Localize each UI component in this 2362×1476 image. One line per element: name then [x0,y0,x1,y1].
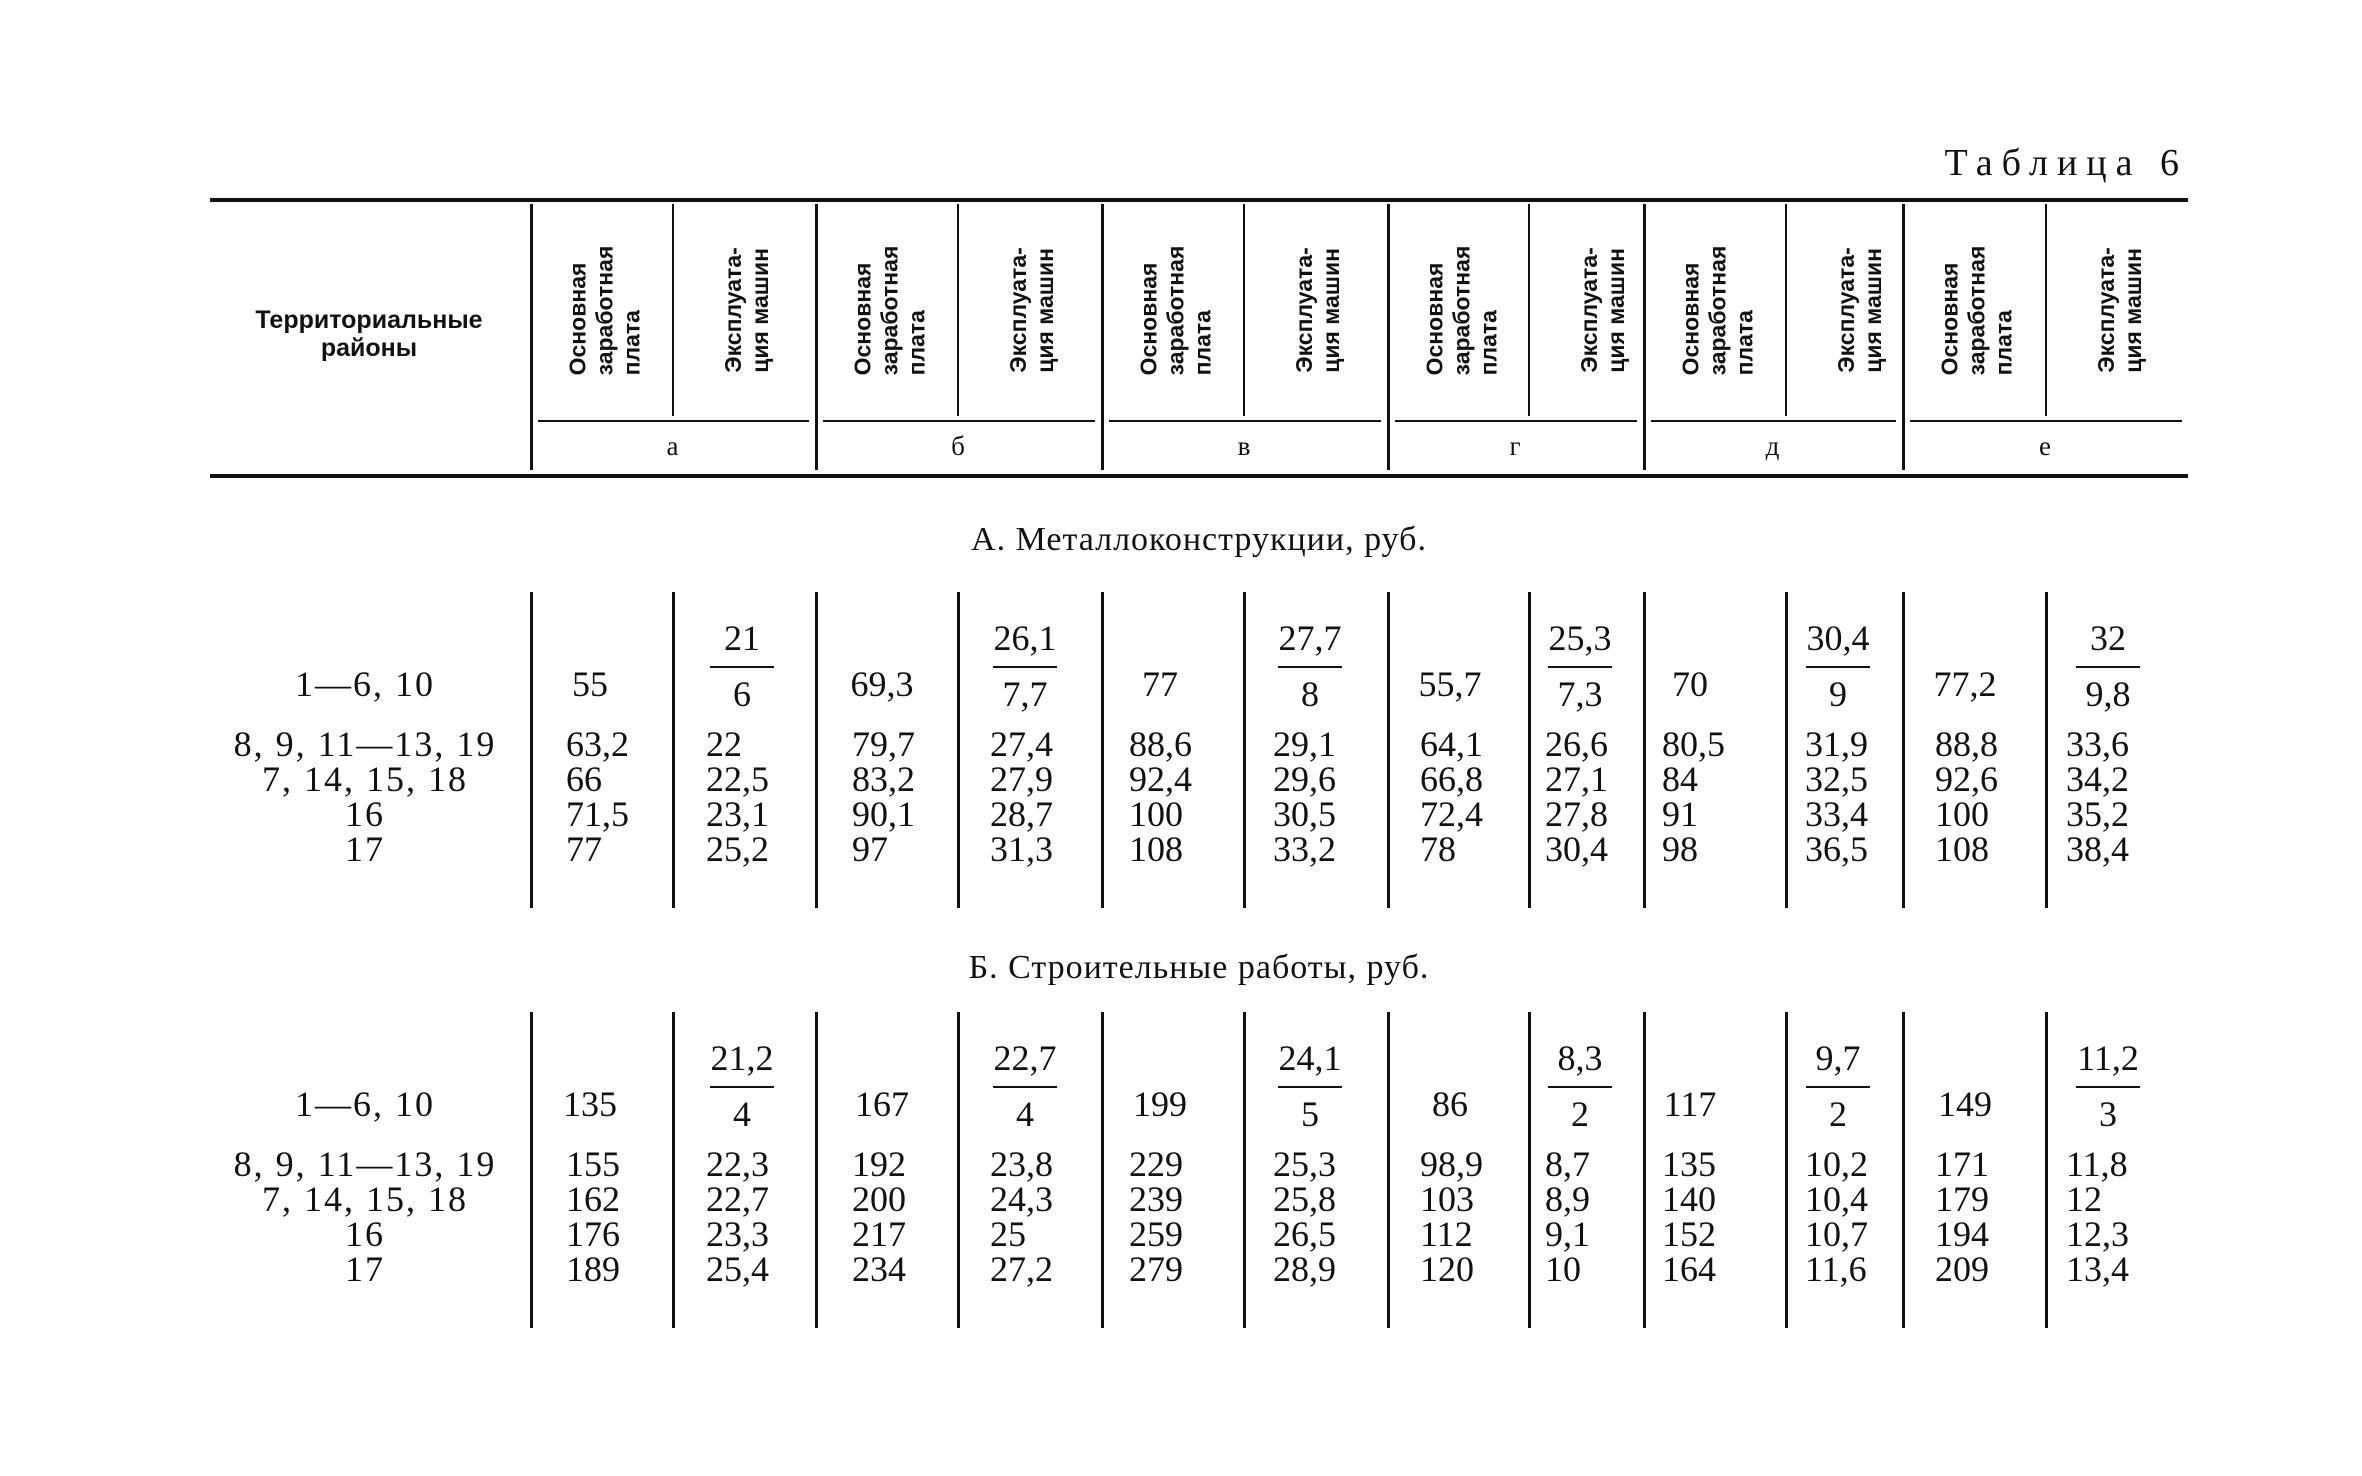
machine-operation-value: 32,5 [1805,759,1868,799]
fraction-denominator: 8 [1301,674,1319,714]
column-divider [530,1012,533,1328]
header-basic-wage-text: Основная заработная плата [849,245,930,375]
basic-wage-value: 239 [1129,1179,1183,1219]
section-a-title: А. Металлоконструкции, руб. [971,521,1427,558]
header-machine-operation [2065,206,2175,414]
machine-operation-value: 25,4 [706,1249,769,1289]
basic-wage-value: 78 [1420,829,1456,869]
fraction-bar [2076,666,2140,668]
fraction-numerator: 27,7 [1278,618,1342,658]
header-bottom-rule [210,474,2188,478]
machine-fraction [2053,620,2163,716]
basic-wage-value: 86 [1432,1084,1468,1124]
machine-operation-value: 35,2 [2066,794,2129,834]
machine-operation-value: 10,4 [1805,1179,1868,1219]
machine-operation-value: 8,9 [1545,1179,1590,1219]
fraction-denominator: 4 [1016,1094,1034,1134]
machine-fraction [1255,620,1365,716]
machine-operation-value: 25 [990,1214,1026,1254]
machine-fraction [1783,1040,1893,1136]
fraction-numerator: 26,1 [993,618,1057,658]
header-group-letter: д [1765,431,1780,461]
machine-operation-value: 33,6 [2066,724,2129,764]
header-machine-operation-text: Эксплуата- ция машин [720,247,773,373]
column-divider [1902,1012,1905,1328]
basic-wage-value: 192 [852,1144,906,1184]
fraction-bar [1278,666,1342,668]
basic-wage-value: 199 [1133,1084,1187,1124]
header-subcol-underline [538,420,809,422]
machine-operation-value: 10,7 [1805,1214,1868,1254]
fraction-denominator: 7,3 [1557,674,1603,714]
header-basic-wage-text: Основная заработная плата [1677,245,1758,375]
basic-wage-value: 100 [1935,794,1989,834]
machine-operation-value: 27,1 [1545,759,1608,799]
basic-wage-value: 100 [1129,794,1183,834]
machine-operation-value: 23,8 [990,1144,1053,1184]
column-divider [815,1012,818,1328]
column-divider [1387,1012,1390,1328]
basic-wage-value: 117 [1663,1084,1717,1124]
region-label: 1—6, 10 [295,1084,435,1124]
header-basic-wage [1407,206,1517,414]
machine-operation-value: 29,6 [1273,759,1336,799]
basic-wage-value: 112 [1420,1214,1473,1254]
basic-wage-value: 98 [1662,829,1698,869]
fraction-denominator: 3 [2099,1094,2117,1134]
basic-wage-value: 189 [566,1249,620,1289]
fraction-bar [993,1086,1057,1088]
header-subcol-underline [1395,420,1637,422]
basic-wage-value: 194 [1935,1214,1989,1254]
machine-fraction [1255,1040,1365,1136]
machine-operation-value: 12 [2066,1179,2102,1219]
header-machine-operation-text: Эксплуата- ция машин [1005,247,1058,373]
machine-operation-value: 33,4 [1805,794,1868,834]
machine-operation-value: 29,1 [1273,724,1336,764]
header-basic-wage-text: Основная заработная плата [564,245,645,375]
basic-wage-value: 155 [566,1144,620,1184]
fraction-bar [993,666,1057,668]
fraction-numerator: 9,7 [1815,1038,1861,1078]
basic-wage-value: 108 [1935,829,1989,869]
header-subcol-divider [672,204,674,416]
top-rule [210,198,2188,202]
machine-operation-value: 13,4 [2066,1249,2129,1289]
column-divider [2045,592,2048,908]
fraction-bar [710,1086,774,1088]
machine-operation-value: 27,9 [990,759,1053,799]
fraction-denominator: 9 [1829,674,1847,714]
basic-wage-value: 77 [566,829,602,869]
basic-wage-value: 135 [1662,1144,1716,1184]
basic-wage-value: 103 [1420,1179,1474,1219]
machine-operation-value: 8,7 [1545,1144,1590,1184]
machine-operation-value: 31,3 [990,829,1053,869]
header-group-letter: б [951,431,965,461]
machine-fraction [687,1040,797,1136]
fraction-denominator: 9,8 [2085,674,2131,714]
machine-fraction [970,1040,1080,1136]
machine-operation-value: 34,2 [2066,759,2129,799]
header-group-letter: а [666,431,679,461]
basic-wage-value: 152 [1662,1214,1716,1254]
fraction-bar [1548,1086,1612,1088]
header-machine-operation-text: Эксплуата- ция машин [2093,247,2146,373]
machine-operation-value: 10,2 [1805,1144,1868,1184]
basic-wage-value: 140 [1662,1179,1716,1219]
fraction-bar [2076,1086,2140,1088]
column-divider [672,1012,675,1328]
basic-wage-value: 80,5 [1662,724,1725,764]
fraction-bar [1806,666,1870,668]
basic-wage-value: 66,8 [1420,759,1483,799]
machine-operation-value: 24,3 [990,1179,1053,1219]
fraction-denominator: 2 [1571,1094,1589,1134]
region-label: 8, 9, 11—13, 19 [233,1144,497,1184]
basic-wage-value: 171 [1935,1144,1989,1184]
machine-operation-value: 23,3 [706,1214,769,1254]
column-divider [530,592,533,908]
fraction-bar [1806,1086,1870,1088]
stub-heading: Территориальные районы [255,306,483,362]
basic-wage-value: 77,2 [1933,664,1997,704]
header-basic-wage-text: Основная заработная плата [1135,245,1216,375]
machine-operation-value: 33,2 [1273,829,1336,869]
machine-operation-value: 36,5 [1805,829,1868,869]
basic-wage-value: 69,3 [850,664,914,704]
fraction-bar [1278,1086,1342,1088]
basic-wage-value: 92,4 [1129,759,1192,799]
header-subcol-underline [823,420,1095,422]
header-basic-wage [1663,206,1773,414]
header-subcol-divider [1785,204,1787,416]
machine-operation-value: 22,3 [706,1144,769,1184]
basic-wage-value: 92,6 [1935,759,1998,799]
header-subcol-underline [1109,420,1381,422]
machine-operation-value: 25,2 [706,829,769,869]
basic-wage-value: 55 [572,664,608,704]
basic-wage-value: 259 [1129,1214,1183,1254]
region-label: 8, 9, 11—13, 19 [233,724,497,764]
basic-wage-value: 79,7 [852,724,915,764]
basic-wage-value: 77 [1142,664,1178,704]
basic-wage-value: 108 [1129,829,1183,869]
machine-operation-value: 23,1 [706,794,769,834]
column-divider [1643,1012,1646,1328]
region-label: 7, 14, 15, 18 [262,759,468,799]
region-label: 17 [345,829,385,869]
machine-operation-value: 12,3 [2066,1214,2129,1254]
basic-wage-value: 55,7 [1418,664,1482,704]
fraction-numerator: 22,7 [993,1038,1057,1078]
basic-wage-value: 84 [1662,759,1698,799]
column-divider [815,592,818,908]
machine-operation-value: 28,9 [1273,1249,1336,1289]
machine-operation-value: 31,9 [1805,724,1868,764]
basic-wage-value: 98,9 [1420,1144,1483,1184]
region-label: 7, 14, 15, 18 [262,1179,468,1219]
region-label: 16 [345,794,385,834]
machine-operation-value: 27,8 [1545,794,1608,834]
header-machine-operation [692,206,802,414]
basic-wage-value: 91 [1662,794,1698,834]
header-basic-wage-text: Основная заработная плата [1936,245,2017,375]
fraction-bar [710,666,774,668]
header-subcol-divider [1528,204,1530,416]
fraction-numerator: 21 [724,618,760,658]
column-divider [672,592,675,908]
basic-wage-value: 179 [1935,1179,1989,1219]
basic-wage-value: 229 [1129,1144,1183,1184]
fraction-denominator: 6 [733,674,751,714]
header-group-letter: е [2039,431,2051,461]
header-subcol-divider [1243,204,1245,416]
header-machine-operation-text: Эксплуата- ция машин [1576,247,1629,373]
fraction-denominator: 7,7 [1002,674,1048,714]
machine-operation-value: 22,5 [706,759,769,799]
basic-wage-value: 279 [1129,1249,1183,1289]
fraction-denominator: 5 [1301,1094,1319,1134]
fraction-numerator: 21,2 [710,1038,774,1078]
basic-wage-value: 209 [1935,1249,1989,1289]
header-basic-wage [1922,206,2032,414]
basic-wage-value: 63,2 [566,724,629,764]
basic-wage-value: 167 [855,1084,909,1124]
header-subcol-divider [2045,204,2047,416]
header-machine-operation-text: Эксплуата- ция машин [1833,247,1886,373]
column-divider [1243,1012,1246,1328]
machine-fraction [1783,620,1893,716]
basic-wage-value: 234 [852,1249,906,1289]
header-basic-wage-text: Основная заработная плата [1421,245,1502,375]
column-divider [1101,1012,1104,1328]
header-group-letter: в [1237,431,1251,461]
basic-wage-value: 88,8 [1935,724,1998,764]
header-machine-operation [1263,206,1373,414]
basic-wage-value: 200 [852,1179,906,1219]
machine-fraction [1525,620,1635,716]
header-machine-operation [1548,206,1658,414]
machine-operation-value: 30,5 [1273,794,1336,834]
basic-wage-value: 88,6 [1129,724,1192,764]
basic-wage-value: 176 [566,1214,620,1254]
column-divider [2045,1012,2048,1328]
fraction-numerator: 32 [2090,618,2126,658]
column-divider [1101,592,1104,908]
fraction-numerator: 11,2 [2077,1038,2139,1078]
column-divider [1902,592,1905,908]
header-subcol-divider [957,204,959,416]
machine-operation-value: 27,4 [990,724,1053,764]
basic-wage-value: 72,4 [1420,794,1483,834]
section-b-title: Б. Строительные работы, руб. [968,949,1430,986]
region-label: 16 [345,1214,385,1254]
machine-operation-value: 11,6 [1805,1249,1867,1289]
machine-operation-value: 25,8 [1273,1179,1336,1219]
machine-operation-value: 38,4 [2066,829,2129,869]
machine-operation-value: 27,2 [990,1249,1053,1289]
basic-wage-value: 120 [1420,1249,1474,1289]
machine-fraction [2053,1040,2163,1136]
machine-operation-value: 22 [706,724,742,764]
basic-wage-value: 149 [1938,1084,1992,1124]
header-basic-wage [835,206,945,414]
header-machine-operation-text: Эксплуата- ция машин [1291,247,1344,373]
region-label: 17 [345,1249,385,1289]
basic-wage-value: 83,2 [852,759,915,799]
fraction-numerator: 25,3 [1548,618,1612,658]
machine-operation-value: 10 [1545,1249,1581,1289]
machine-operation-value: 26,6 [1545,724,1608,764]
fraction-denominator: 4 [733,1094,751,1134]
fraction-denominator: 2 [1829,1094,1847,1134]
machine-operation-value: 11,8 [2066,1144,2128,1184]
fraction-numerator: 24,1 [1278,1038,1342,1078]
header-machine-operation [977,206,1087,414]
machine-operation-value: 28,7 [990,794,1053,834]
basic-wage-value: 164 [1662,1249,1716,1289]
machine-fraction [1525,1040,1635,1136]
fraction-numerator: 30,4 [1806,618,1870,658]
column-divider [1643,592,1646,908]
basic-wage-value: 135 [563,1084,617,1124]
basic-wage-value: 70 [1672,664,1708,704]
header-basic-wage [550,206,660,414]
machine-fraction [687,620,797,716]
column-divider [957,1012,960,1328]
header-machine-operation [1805,206,1915,414]
machine-fraction [970,620,1080,716]
basic-wage-value: 66 [566,759,602,799]
header-subcol-underline [1651,420,1896,422]
basic-wage-value: 64,1 [1420,724,1483,764]
header-basic-wage [1121,206,1231,414]
region-label: 1—6, 10 [295,664,435,704]
basic-wage-value: 97 [852,829,888,869]
column-divider [957,592,960,908]
machine-operation-value: 9,1 [1545,1214,1590,1254]
fraction-bar [1548,666,1612,668]
header-subcol-underline [1910,420,2182,422]
header-group-letter: г [1509,431,1521,461]
table-label: Таблица 6 [1944,142,2188,184]
column-divider [1243,592,1246,908]
machine-operation-value: 26,5 [1273,1214,1336,1254]
basic-wage-value: 90,1 [852,794,915,834]
machine-operation-value: 22,7 [706,1179,769,1219]
machine-operation-value: 30,4 [1545,829,1608,869]
machine-operation-value: 25,3 [1273,1144,1336,1184]
fraction-numerator: 8,3 [1557,1038,1603,1078]
basic-wage-value: 71,5 [566,794,629,834]
basic-wage-value: 162 [566,1179,620,1219]
basic-wage-value: 217 [852,1214,906,1254]
column-divider [1387,592,1390,908]
